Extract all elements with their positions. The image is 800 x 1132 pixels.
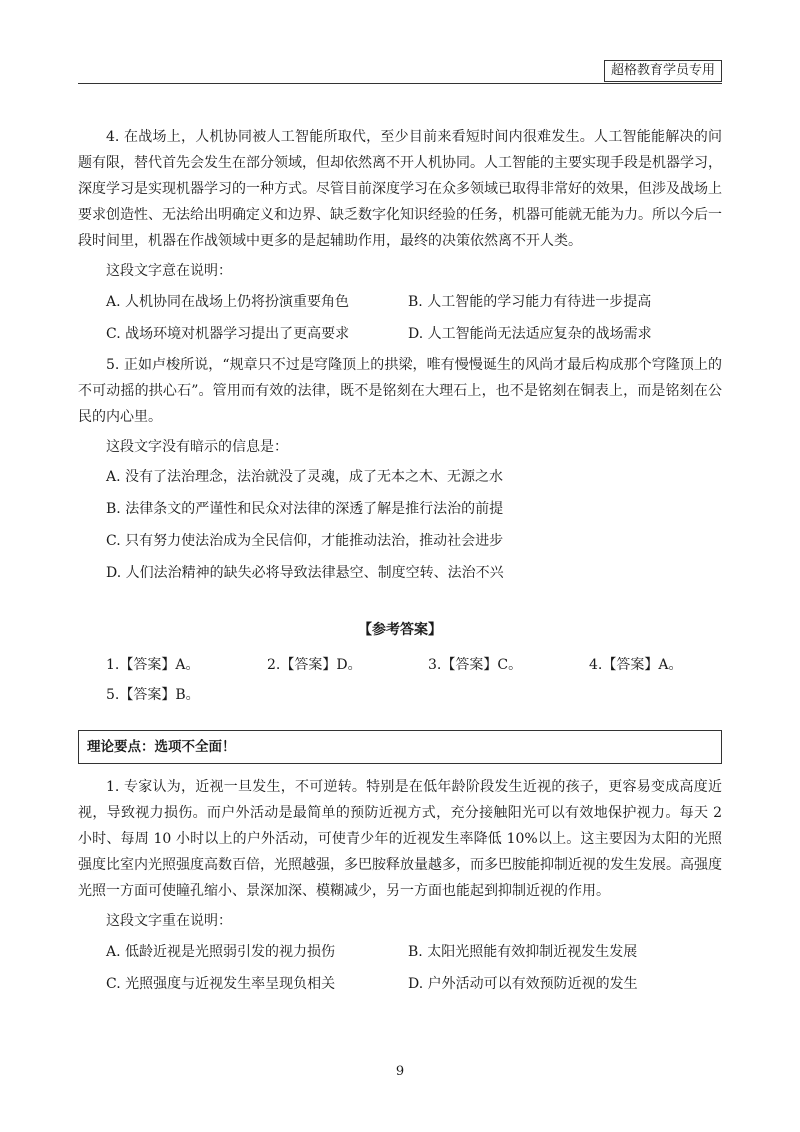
question-1-option-b: B. 太阳光照能有效抑制近视发生发展: [408, 944, 638, 960]
question-4-option-d: D. 人工智能尚无法适应复杂的战场需求: [408, 326, 652, 342]
question-4-text: 4. 在战场上，人机协同被人工智能所取代，至少目前来看短时间内很难发生。人工智能能解决的问题有限，替代首先会发生在部分领域，但却依然离不开人机协同。人工智能的主要实现手段是机器学习，深度学习是实现机器学习的一种方式。尽管目前深度学习在众多领域已取得非常好的效果，但涉及战场上要求创造性、无法给出明确定义和边界、缺乏数字化知识经验的任务，机器可能就无能为力。所以今后一段时间里，机器在作战领域中更多的是起辅助作用，最终的决策依然离不开人类。: [78, 129, 722, 249]
question-1-option-a: A. 低龄近视是光照弱引发的视力损伤: [106, 944, 336, 960]
answers-title: 【参考答案】: [358, 622, 442, 638]
question-5-option-b: B. 法律条文的严谨性和民众对法律的深透了解是推行法治的前提: [106, 501, 504, 517]
question-1-option-d: D. 户外活动可以有效预防近视的发生: [408, 976, 638, 992]
question-4-option-a: A. 人机协同在战场上仍将扮演重要角色: [106, 294, 350, 310]
page-number: 9: [395, 1064, 405, 1079]
question-5-option-a: A. 没有了法治理念，法治就没了灵魂，成了无本之木、无源之水: [106, 469, 504, 485]
header-divider: [78, 83, 722, 84]
answer-4: 4.【答案】A。: [589, 657, 683, 673]
answer-5: 5.【答案】B。: [106, 687, 200, 703]
answer-3: 3.【答案】C。: [428, 657, 523, 673]
theory-box: 理论要点：选项不全面！: [78, 730, 722, 764]
question-5-stem: 这段文字没有暗示的信息是：: [106, 439, 288, 455]
question-4-option-c: C. 战场环境对机器学习提出了更高要求: [106, 326, 350, 342]
question-1-text: 1. 专家认为，近视一旦发生，不可逆转。特别是在低年龄阶段发生近视的孩子，更容易变成高度近视，导致视力损伤。而户外活动是最简单的预防近视方式，充分接触阳光可以有效地保护视力。每天 2 小时、每周 10 小时以上的户外活动，可使青少年的近视发生率降低 10%以上。这主要因为太阳的光照强度比室内光照强度高数百倍，光照越强，多巴胺释放量越多，而多巴胺能抑制近视的发生发展。高强度光照一方面可使瞳孔缩小、景深加深、模糊减少，另一方面也能起到抑制近视的作用。: [78, 779, 722, 899]
answer-2: 2.【答案】D。: [267, 657, 362, 673]
question-5-text: 5. 正如卢梭所说，“规章只不过是穹隆顶上的拱梁，唯有慢慢诞生的风尚才最后构成那个穹隆顶上的不可动摇的拱心石”。管用而有效的法律，既不是铭刻在大理石上，也不是铭刻在铜表上，而是铭刻在公民的内心里。: [78, 357, 722, 425]
question-1-stem: 这段文字重在说明：: [106, 913, 232, 929]
header-badge: 超格教育学员专用: [604, 60, 722, 82]
question-5-options: [78, 462, 722, 588]
answer-1: 1.【答案】A。: [106, 657, 200, 673]
question-5-option-c: C. 只有努力使法治成为全民信仰，才能推动法治，推动社会进步: [106, 533, 504, 549]
question-4-stem: 这段文字意在说明：: [106, 263, 232, 279]
question-1-options: [78, 936, 722, 1000]
question-1-option-c: C. 光照强度与近视发生率呈现负相关: [106, 976, 336, 992]
question-4-options: [78, 286, 722, 350]
question-4-option-b: B. 人工智能的学习能力有待进一步提高: [408, 294, 652, 310]
question-5-option-d: D. 人们法治精神的缺失必将导致法律悬空、制度空转、法治不兴: [106, 565, 504, 581]
page-content: [78, 124, 722, 1000]
answers-list: [78, 650, 722, 710]
